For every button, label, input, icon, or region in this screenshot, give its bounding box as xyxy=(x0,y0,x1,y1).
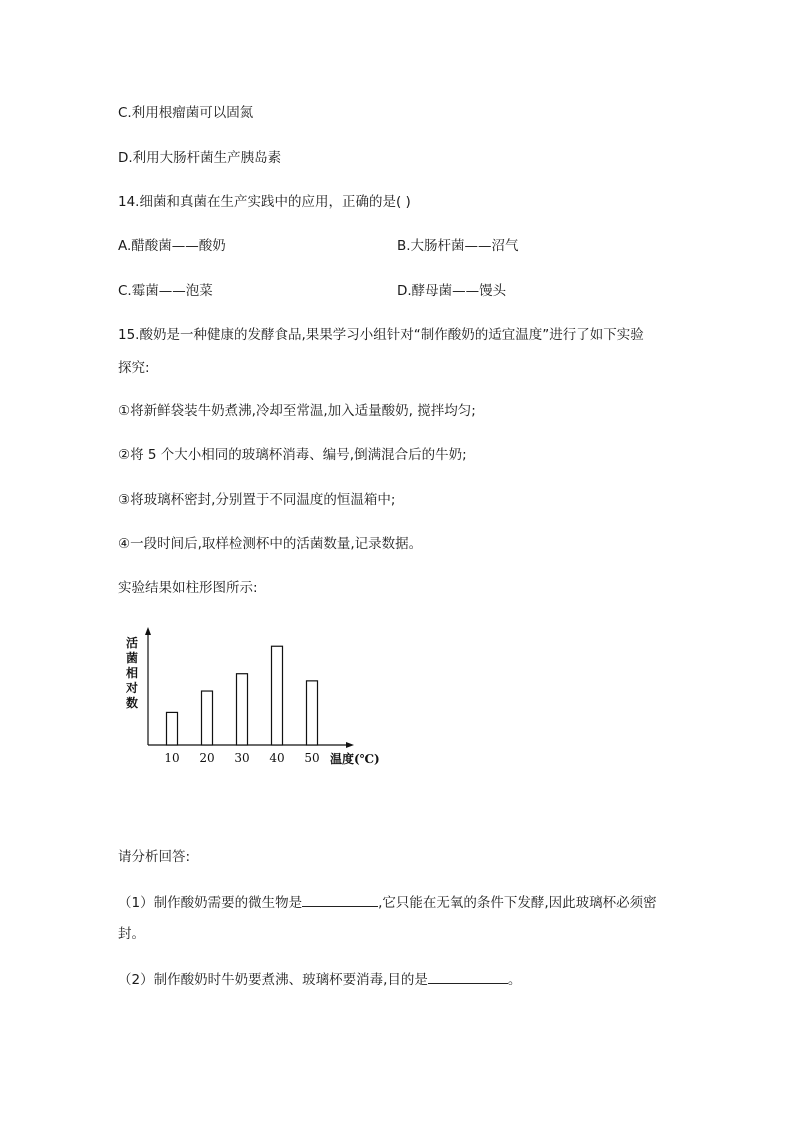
sub-question-1-text-before: （1）制作酸奶需要的微生物是 xyxy=(118,895,303,911)
sub-question-2-text-after: 。 xyxy=(507,972,522,988)
y-axis-label-char: 活 xyxy=(125,636,139,650)
experiment-step-4: ④一段时间后,取样检测杯中的活菌数量,记录数据。 xyxy=(118,536,423,552)
option-d-prev: D.利用大肠杆菌生产胰岛素 xyxy=(118,150,282,166)
bar-50 xyxy=(307,681,318,745)
answer-blank-2[interactable] xyxy=(428,969,508,984)
sub-question-1 xyxy=(118,892,657,912)
sub-question-2-text-before: （2）制作酸奶时牛奶要煮沸、玻璃杯要消毒,目的是 xyxy=(118,972,428,988)
question-14-option-a: A.醋酸菌——酸奶 xyxy=(118,238,226,254)
bar-chart xyxy=(118,625,398,775)
question-15-stem-line1: 15.酸奶是一种健康的发酵食品,果果学习小组针对“制作酸奶的适宜温度”进行了如下实验 xyxy=(118,327,644,343)
x-tick-label-50: 50 xyxy=(304,751,320,765)
answer-blank-1[interactable] xyxy=(302,892,378,907)
y-axis-label xyxy=(125,635,138,710)
bar-30 xyxy=(237,674,248,745)
y-axis-label-char: 菌 xyxy=(125,651,139,665)
question-14-option-b: B.大肠杆菌——沼气 xyxy=(397,238,519,254)
x-tick-label-30: 30 xyxy=(234,751,250,765)
bar-20 xyxy=(202,691,213,745)
question-14-option-c: C.霉菌——泡菜 xyxy=(118,283,213,299)
sub-question-1-text-after: ,它只能在无氧的条件下发酵,因此玻璃杯必须密 xyxy=(378,895,657,911)
experiment-step-1: ①将新鲜袋装牛奶煮沸,冷却至常温,加入适量酸奶, 搅拌均匀; xyxy=(118,403,476,419)
result-intro: 实验结果如柱形图所示: xyxy=(118,580,258,596)
x-tick-label-40: 40 xyxy=(269,751,285,765)
y-axis-arrow-icon xyxy=(145,627,151,635)
experiment-step-3: ③将玻璃杯密封,分别置于不同温度的恒温箱中; xyxy=(118,492,396,508)
x-tick-label-20: 20 xyxy=(199,751,215,765)
sub-question-2 xyxy=(118,969,521,989)
sub-question-1-continued: 封。 xyxy=(118,926,145,942)
x-axis-label: 温度(℃) xyxy=(330,752,380,766)
x-tick-label-10: 10 xyxy=(164,751,180,765)
bar-10 xyxy=(167,712,178,745)
question-15-stem-line2: 探究: xyxy=(118,360,150,376)
y-axis-label-char: 对 xyxy=(125,681,139,695)
option-c-prev: C.利用根瘤菌可以固氮 xyxy=(118,105,254,121)
question-14-stem: 14.细菌和真菌在生产实践中的应用，正确的是( ) xyxy=(118,194,411,210)
y-axis-label-char: 数 xyxy=(125,696,139,710)
question-14-option-d: D.酵母菌——馒头 xyxy=(397,283,507,299)
bar-40 xyxy=(272,646,283,745)
y-axis-label-char: 相 xyxy=(125,666,139,680)
experiment-step-2: ②将 5 个大小相同的玻璃杯消毒、编号,倒满混合后的牛奶; xyxy=(118,447,467,463)
analysis-prompt: 请分析回答: xyxy=(118,849,191,865)
x-axis-arrow-icon xyxy=(346,742,354,748)
